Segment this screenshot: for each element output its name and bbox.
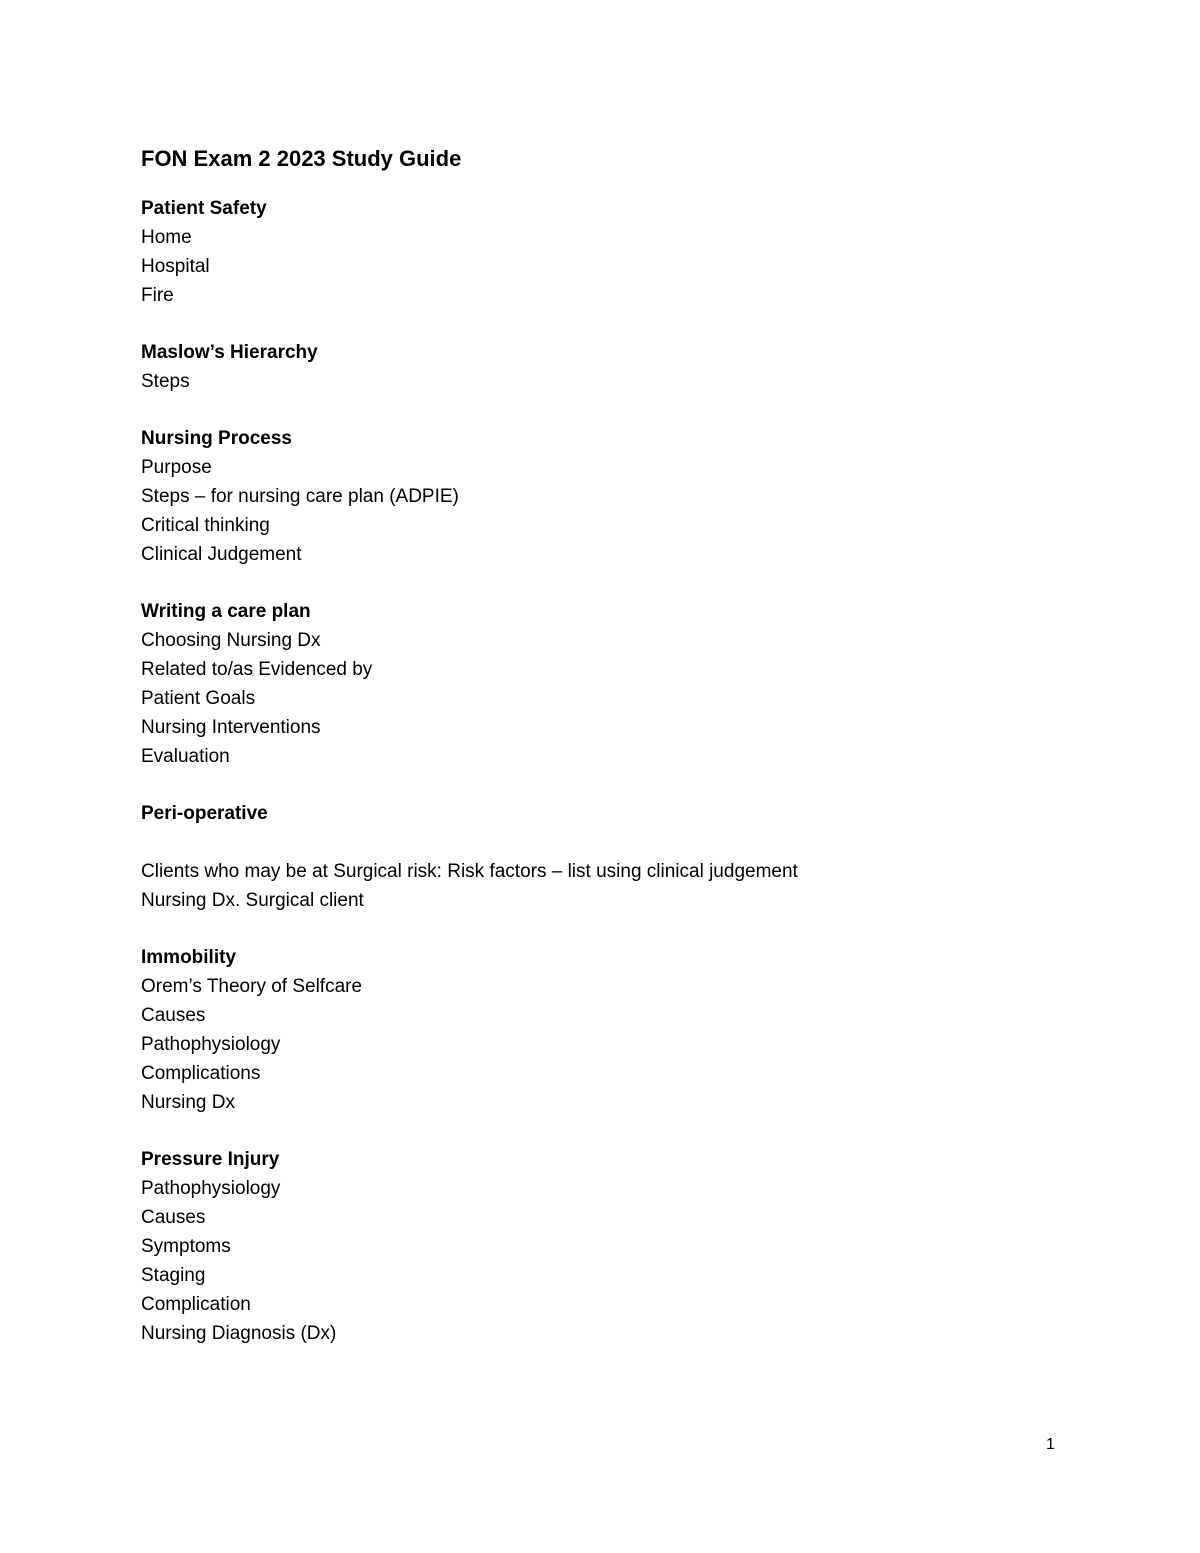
list-item: Pathophysiology bbox=[141, 1178, 281, 1199]
list-item: Choosing Nursing Dx bbox=[141, 630, 321, 651]
list-item: Complications bbox=[141, 1063, 261, 1084]
document-content bbox=[141, 144, 1101, 1376]
list-item: Steps – for nursing care plan (ADPIE) bbox=[141, 486, 459, 507]
list-item: Steps bbox=[141, 371, 190, 392]
list-item: Nursing Dx. Surgical client bbox=[141, 890, 364, 911]
section-heading: Pressure Injury bbox=[141, 1149, 280, 1170]
section-heading: Maslow’s Hierarchy bbox=[141, 342, 318, 363]
list-item: Home bbox=[141, 227, 192, 248]
list-item: Clients who may be at Surgical risk: Risk factors – list using clinical judgement bbox=[141, 861, 798, 882]
section-heading: Writing a care plan bbox=[141, 601, 311, 622]
list-item: Complication bbox=[141, 1294, 251, 1315]
list-item: Orem’s Theory of Selfcare bbox=[141, 976, 363, 997]
list-item: Pathophysiology bbox=[141, 1034, 281, 1055]
list-item: Evaluation bbox=[141, 746, 230, 767]
list-item: Related to/as Evidenced by bbox=[141, 659, 373, 680]
page-number: 1 bbox=[1046, 1436, 1055, 1453]
list-item: Nursing Dx bbox=[141, 1092, 235, 1113]
list-item: Nursing Interventions bbox=[141, 717, 321, 738]
section-pressure-injury bbox=[141, 1145, 1101, 1348]
list-item: Purpose bbox=[141, 457, 212, 478]
section-heading: Immobility bbox=[141, 947, 237, 968]
section-heading: Peri-operative bbox=[141, 803, 268, 824]
section-peri-operative bbox=[141, 799, 1101, 915]
list-item: Symptoms bbox=[141, 1236, 231, 1257]
blank-line bbox=[141, 828, 1101, 857]
section-patient-safety bbox=[141, 194, 1101, 310]
list-item: Nursing Diagnosis (Dx) bbox=[141, 1323, 337, 1344]
section-nursing-process bbox=[141, 424, 1101, 569]
list-item: Causes bbox=[141, 1207, 206, 1228]
list-item: Critical thinking bbox=[141, 515, 270, 536]
section-writing-care-plan bbox=[141, 597, 1101, 771]
list-item: Causes bbox=[141, 1005, 206, 1026]
list-item: Hospital bbox=[141, 256, 210, 277]
section-maslows-hierarchy bbox=[141, 338, 1101, 396]
section-immobility bbox=[141, 943, 1101, 1117]
list-item: Fire bbox=[141, 285, 174, 306]
section-heading: Nursing Process bbox=[141, 428, 292, 449]
list-item: Patient Goals bbox=[141, 688, 256, 709]
list-item: Clinical Judgement bbox=[141, 544, 302, 565]
document-title: FON Exam 2 2023 Study Guide bbox=[141, 146, 462, 171]
section-heading: Patient Safety bbox=[141, 198, 267, 219]
list-item: Staging bbox=[141, 1265, 206, 1286]
